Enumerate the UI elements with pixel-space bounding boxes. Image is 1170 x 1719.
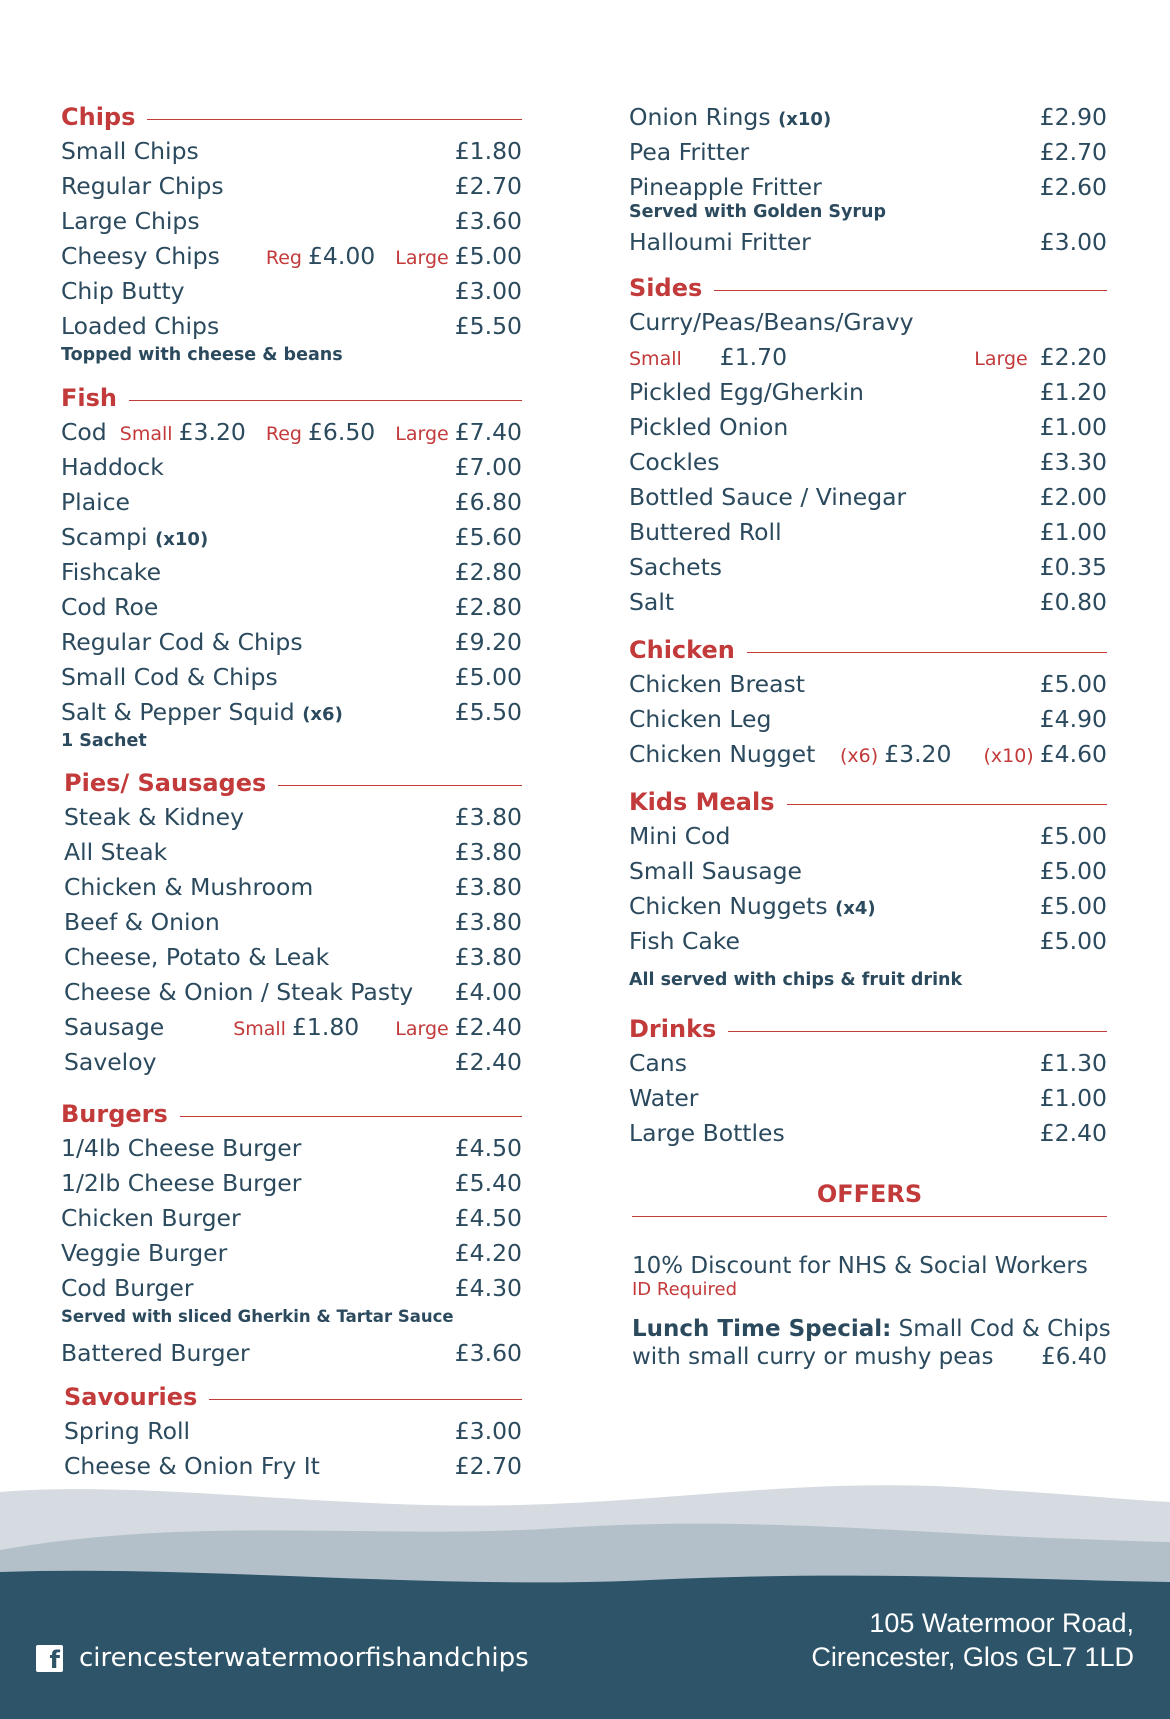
- offers-title: OFFERS: [816, 1180, 923, 1208]
- item-name: 1/4lb Cheese Burger: [61, 1134, 302, 1162]
- size-label: Small: [629, 348, 682, 370]
- section-title: Pies/ Sausages: [64, 769, 267, 797]
- item-price: £1.00: [1039, 413, 1107, 441]
- item-name: Chicken Leg: [629, 705, 772, 733]
- item-price: £5.60: [454, 523, 522, 551]
- facebook-icon: f: [36, 1645, 63, 1672]
- item-name: Water: [629, 1084, 699, 1112]
- menu-item: [61, 1336, 522, 1371]
- section-pies: [64, 766, 522, 1080]
- menu-item: [61, 1271, 522, 1306]
- size-label: Large: [974, 348, 1028, 370]
- section-heading: [64, 1380, 522, 1414]
- menu-item: [629, 305, 1107, 340]
- item-price: £3.80: [454, 873, 522, 901]
- item-price: £7.40: [454, 418, 522, 446]
- menu-item: [61, 274, 522, 309]
- heading-rule: [180, 1116, 522, 1117]
- menu-item-sizes: [629, 340, 1107, 375]
- menu-item: [629, 889, 1107, 924]
- item-name: Chicken Breast: [629, 670, 805, 698]
- section-title: Chips: [61, 103, 136, 131]
- section-kids-meals: [629, 785, 1107, 991]
- size-price: £3.20: [884, 740, 952, 768]
- item-qty: (x10): [155, 529, 209, 550]
- menu-item: [61, 1201, 522, 1236]
- item-name: Cheese & Onion Fry It: [64, 1452, 320, 1480]
- menu-item: [629, 135, 1107, 170]
- menu-item: [64, 1414, 522, 1449]
- item-price: £3.80: [454, 908, 522, 936]
- item-price: £2.60: [1039, 173, 1107, 201]
- menu-item: [629, 702, 1107, 737]
- item-name: Onion Rings: [629, 103, 771, 131]
- section-title: Sides: [629, 274, 703, 302]
- menu-item: [629, 924, 1107, 959]
- section-heading: [629, 271, 1107, 305]
- item-price: £3.00: [454, 277, 522, 305]
- item-note: All served with chips & fruit drink: [629, 970, 963, 990]
- size-price: £1.70: [719, 343, 788, 371]
- section-fish: [61, 381, 522, 752]
- menu-item: [61, 695, 522, 730]
- item-price: £4.20: [454, 1239, 522, 1267]
- item-name: Chicken Nuggets: [629, 892, 828, 920]
- menu-item: [64, 835, 522, 870]
- item-price: £5.00: [1039, 892, 1107, 920]
- menu-item: [629, 1116, 1107, 1151]
- item-name: Halloumi Fritter: [629, 228, 811, 256]
- facebook-link[interactable]: [36, 1643, 529, 1673]
- offer-lunch: [632, 1316, 1111, 1342]
- menu-item: [61, 590, 522, 625]
- item-name: Battered Burger: [61, 1339, 250, 1367]
- item-price: £1.30: [1039, 1049, 1107, 1077]
- item-name: Regular Chips: [61, 172, 224, 200]
- heading-rule: [129, 400, 522, 401]
- menu-item: [629, 819, 1107, 854]
- item-price: £3.00: [1039, 228, 1107, 256]
- item-price: £3.80: [454, 803, 522, 831]
- offer-discount-note: ID Required: [632, 1279, 738, 1300]
- menu-item: [629, 170, 1107, 205]
- menu-item: [629, 515, 1107, 550]
- item-price: £5.50: [454, 698, 522, 726]
- item-price: £3.80: [454, 943, 522, 971]
- item-price: £5.00: [454, 242, 522, 270]
- item-name: Pickled Egg/Gherkin: [629, 378, 864, 406]
- menu-item: [61, 204, 522, 239]
- menu-item: [629, 1046, 1107, 1081]
- item-price: £4.30: [454, 1274, 522, 1302]
- section-drinks: [629, 1012, 1107, 1151]
- item-name: Cod: [61, 418, 107, 446]
- item-name: Fish Cake: [629, 927, 740, 955]
- heading-rule: [278, 785, 522, 786]
- menu-item: [64, 1449, 522, 1484]
- section-burgers: [61, 1097, 522, 1371]
- menu-item: [629, 410, 1107, 445]
- menu-item: [64, 940, 522, 975]
- size-label: (x10): [983, 745, 1034, 767]
- menu-item: [629, 737, 1107, 772]
- menu-item: [629, 550, 1107, 585]
- menu-item: [61, 520, 522, 555]
- menu-item: [629, 854, 1107, 889]
- heading-rule: [714, 290, 1107, 291]
- item-price: £2.70: [1039, 138, 1107, 166]
- item-name: Saveloy: [64, 1048, 157, 1076]
- item-name: Small Sausage: [629, 857, 802, 885]
- menu-item: [61, 239, 522, 274]
- item-price: £4.60: [1039, 740, 1107, 768]
- section-chicken: [629, 633, 1107, 772]
- item-name: Pickled Onion: [629, 413, 789, 441]
- footer-waves: [0, 1480, 1170, 1719]
- size-label: Reg: [265, 423, 302, 445]
- menu-item: [64, 975, 522, 1010]
- size-label: Small: [233, 1018, 286, 1040]
- item-price: £0.80: [1039, 588, 1107, 616]
- item-name: Pea Fritter: [629, 138, 750, 166]
- item-price: £1.00: [1039, 518, 1107, 546]
- item-name: Cockles: [629, 448, 720, 476]
- facebook-handle: cirencesterwatermoorfishandchips: [79, 1643, 529, 1673]
- item-name: Sachets: [629, 553, 723, 581]
- item-name: Chicken & Mushroom: [64, 873, 314, 901]
- offer-lunch-line2: with small curry or mushy peas: [632, 1344, 994, 1370]
- item-name: Salt: [629, 588, 675, 616]
- menu-item: [61, 309, 522, 344]
- item-qty: (x10): [778, 109, 832, 130]
- size-label: Reg: [265, 247, 302, 269]
- item-name: All Steak: [64, 838, 168, 866]
- section-savouries: [64, 1380, 522, 1484]
- section-title: Fish: [61, 384, 117, 412]
- menu-item: [64, 905, 522, 940]
- item-name: Regular Cod & Chips: [61, 628, 303, 656]
- item-price: £2.80: [454, 558, 522, 586]
- size-price: £6.50: [307, 418, 376, 446]
- item-price: £5.00: [1039, 857, 1107, 885]
- section-title: Burgers: [61, 1100, 168, 1128]
- item-note: Served with Golden Syrup: [629, 202, 887, 222]
- menu-item: [61, 415, 522, 450]
- item-name: Cans: [629, 1049, 687, 1077]
- footer: [0, 1480, 1170, 1719]
- menu-item: [61, 1236, 522, 1271]
- menu-item: [64, 800, 522, 835]
- size-price: £3.20: [178, 418, 246, 446]
- item-price: £2.70: [454, 1452, 522, 1480]
- menu-item: [64, 1045, 522, 1080]
- menu-item: [629, 480, 1107, 515]
- menu-item: [629, 585, 1107, 620]
- size-label: Large: [395, 423, 449, 445]
- item-note: 1 Sachet: [61, 731, 147, 751]
- item-name: Spring Roll: [64, 1417, 191, 1445]
- item-name: Large Bottles: [629, 1119, 785, 1147]
- menu-item: [61, 660, 522, 695]
- item-price: £1.80: [454, 137, 522, 165]
- menu-item: [61, 1131, 522, 1166]
- item-name: Mini Cod: [629, 822, 731, 850]
- item-name: Fishcake: [61, 558, 162, 586]
- item-name: Chip Butty: [61, 277, 185, 305]
- item-name: Steak & Kidney: [64, 803, 244, 831]
- section-heading: [64, 766, 522, 800]
- offer-lunch-label: Lunch Time Special:: [632, 1316, 892, 1342]
- address-line1: 105 Watermoor Road,: [869, 1608, 1134, 1638]
- menu-item: [64, 870, 522, 905]
- section-heading: [61, 381, 522, 415]
- menu-item: [629, 1081, 1107, 1116]
- item-price: £5.50: [454, 312, 522, 340]
- item-name: 1/2lb Cheese Burger: [61, 1169, 302, 1197]
- item-qty: (x6): [302, 704, 343, 725]
- menu-item: [64, 1010, 522, 1045]
- item-price: £2.40: [1039, 1119, 1107, 1147]
- address-line2: Cirencester, Glos GL7 1LD: [811, 1642, 1134, 1672]
- item-name: Scampi: [61, 523, 148, 551]
- size-label: Small: [119, 423, 173, 445]
- section-heading: [629, 785, 1107, 819]
- item-price: £5.00: [1039, 927, 1107, 955]
- menu-item: [629, 100, 1107, 135]
- section-title: Kids Meals: [629, 788, 775, 816]
- item-price: £5.00: [454, 663, 522, 691]
- heading-rule: [747, 652, 1107, 653]
- section-sides: [629, 271, 1107, 620]
- item-name: Small Cod & Chips: [61, 663, 278, 691]
- item-note: Served with sliced Gherkin & Tartar Sauce: [61, 1307, 454, 1326]
- item-name: Cheesy Chips: [61, 242, 220, 270]
- item-name: Buttered Roll: [629, 518, 782, 546]
- offer-lunch-row: [632, 1344, 1107, 1370]
- address: [811, 1606, 1134, 1674]
- size-label: Large: [395, 1018, 449, 1040]
- section-chips: [61, 100, 522, 366]
- section-offers: [632, 1178, 1111, 1370]
- item-price: £2.20: [1039, 343, 1107, 371]
- item-price: £2.70: [454, 172, 522, 200]
- item-price: £3.00: [454, 1417, 522, 1445]
- size-price: £4.00: [307, 242, 376, 270]
- item-name: Small Chips: [61, 137, 199, 165]
- item-price: £2.40: [454, 1013, 522, 1041]
- item-price: £0.35: [1039, 553, 1107, 581]
- item-name: Large Chips: [61, 207, 200, 235]
- item-note: Topped with cheese & beans: [61, 345, 343, 365]
- item-price: £5.00: [1039, 822, 1107, 850]
- section-fritters: [629, 100, 1107, 260]
- item-price: £4.50: [454, 1134, 522, 1162]
- section-heading: [629, 633, 1107, 667]
- item-price: £3.80: [454, 838, 522, 866]
- item-name: Chicken Nugget: [629, 740, 816, 768]
- item-name: Veggie Burger: [61, 1239, 228, 1267]
- item-price: £7.00: [454, 453, 522, 481]
- section-title: Drinks: [629, 1015, 717, 1043]
- menu-item: [61, 1166, 522, 1201]
- menu-item: [629, 667, 1107, 702]
- size-price: £1.80: [291, 1013, 360, 1041]
- item-price: £1.20: [1039, 378, 1107, 406]
- item-name: Sausage: [64, 1013, 165, 1041]
- menu-item: [61, 450, 522, 485]
- item-price: £2.80: [454, 593, 522, 621]
- heading-rule: [787, 804, 1107, 805]
- item-price: £6.80: [454, 488, 522, 516]
- item-name: Chicken Burger: [61, 1204, 241, 1232]
- menu-item: [61, 625, 522, 660]
- section-title: Chicken: [629, 636, 735, 664]
- section-title: Savouries: [64, 1383, 198, 1411]
- section-heading: [629, 1012, 1107, 1046]
- item-price: £3.30: [1039, 448, 1107, 476]
- size-label: (x6): [840, 745, 879, 767]
- item-price: £4.90: [1039, 705, 1107, 733]
- item-name: Cheese & Onion / Steak Pasty: [64, 978, 414, 1006]
- offer-discount: 10% Discount for NHS & Social Workers: [632, 1253, 1088, 1279]
- section-heading: [61, 100, 522, 134]
- item-price: £5.40: [454, 1169, 522, 1197]
- menu-item: [61, 555, 522, 590]
- item-price: £9.20: [454, 628, 522, 656]
- menu-item: [629, 375, 1107, 410]
- menu-item: [629, 445, 1107, 480]
- item-price: £3.60: [454, 1339, 522, 1367]
- item-price: £4.00: [454, 978, 522, 1006]
- item-price: £2.90: [1039, 103, 1107, 131]
- size-label: Large: [395, 247, 449, 269]
- item-name: Pineapple Fritter: [629, 173, 822, 201]
- item-name: Plaice: [61, 488, 131, 516]
- item-name: Loaded Chips: [61, 312, 220, 340]
- item-name: Salt & Pepper Squid: [61, 698, 295, 726]
- item-name: Cod Roe: [61, 593, 159, 621]
- item-price: £5.00: [1039, 670, 1107, 698]
- item-name: Haddock: [61, 453, 164, 481]
- menu-item: [61, 485, 522, 520]
- heading-rule: [147, 119, 522, 120]
- item-name: Cheese, Potato & Leak: [64, 943, 330, 971]
- item-price: £2.00: [1039, 483, 1107, 511]
- item-price: £4.50: [454, 1204, 522, 1232]
- offer-lunch-line1: Small Cod & Chips: [898, 1316, 1111, 1342]
- heading-rule: [209, 1399, 522, 1400]
- item-qty: (x4): [835, 898, 876, 919]
- item-name: Curry/Peas/Beans/Gravy: [629, 308, 914, 336]
- section-heading: [61, 1097, 522, 1131]
- item-name: Beef & Onion: [64, 908, 220, 936]
- item-name: Cod Burger: [61, 1274, 194, 1302]
- heading-rule: [728, 1031, 1107, 1032]
- offers-rule: [632, 1216, 1107, 1217]
- menu-item: [61, 169, 522, 204]
- menu-item: [61, 134, 522, 169]
- item-name: Bottled Sauce / Vinegar: [629, 483, 907, 511]
- item-price: £3.60: [454, 207, 522, 235]
- item-price: £2.40: [454, 1048, 522, 1076]
- menu-item: [629, 225, 1107, 260]
- item-price: £1.00: [1039, 1084, 1107, 1112]
- offer-lunch-price: £6.40: [1041, 1344, 1107, 1370]
